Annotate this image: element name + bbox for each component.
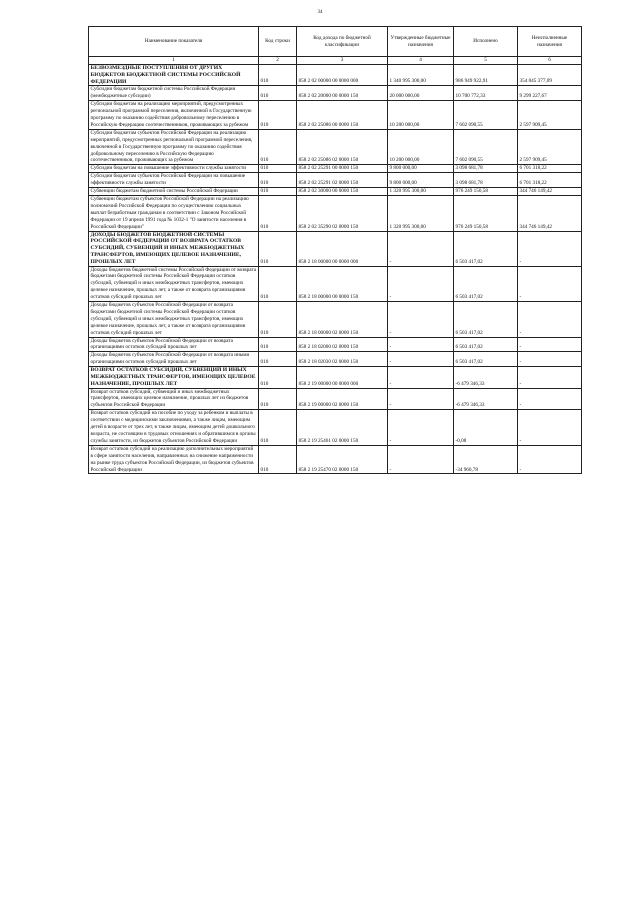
line-code-cell: 010 <box>259 129 297 165</box>
executed-amount-cell: 6 503 417,02 <box>454 231 518 266</box>
indicator-name-cell: Субсидии бюджетам субъектов Российской Федерации на реализацию мероприятий, предусмотренных региональной программой переселения, включенной в Государственную программу по оказанию содействия добровольному переселению в Российскую Федерацию соотечественников, проживающих за рубежом <box>89 129 259 165</box>
approved-amount-cell: 10 200 000,00 <box>388 101 454 130</box>
line-code-cell: 010 <box>259 337 297 352</box>
table-row <box>89 410 582 446</box>
table-row <box>89 165 582 173</box>
approved-amount-cell: 9 800 000,00 <box>388 165 454 173</box>
column-number: 6 <box>518 57 582 65</box>
unexecuted-amount-cell: 344 746 149,42 <box>518 195 582 231</box>
indicator-name-cell: ВОЗВРАТ ОСТАТКОВ СУБСИДИЙ, СУБВЕНЦИЙ И ИНЫХ МЕЖБЮДЖЕТНЫХ ТРАНСФЕРТОВ, ИМЕЮЩИХ ЦЕЛЕВОЕ НАЗНАЧЕНИЕ, ПРОШЛЫХ ЛЕТ <box>89 367 259 388</box>
column-number-row <box>89 57 582 65</box>
approved-amount-cell: 10 200 000,00 <box>388 129 454 165</box>
budget-table <box>88 26 582 474</box>
indicator-name-cell: БЕЗВОЗМЕЗДНЫЕ ПОСТУПЛЕНИЯ ОТ ДРУГИХ БЮДЖЕТОВ БЮДЖЕТНОЙ СИСТЕМЫ РОССИЙСКОЙ ФЕДЕРАЦИИ <box>89 65 259 86</box>
approved-amount-cell: - <box>388 445 454 474</box>
approved-amount-cell: 1 340 995 300,00 <box>388 65 454 86</box>
approved-amount-cell: - <box>388 410 454 446</box>
line-code-cell: 010 <box>259 173 297 188</box>
unexecuted-amount-cell: - <box>518 231 582 266</box>
indicator-name-cell: Доходы бюджетов субъектов Российской Федерации от возврата организациями остатков субсидий прошлых лет <box>89 337 259 352</box>
table-row <box>89 337 582 352</box>
approved-amount-cell: 9 800 000,00 <box>388 173 454 188</box>
header-revenue-code: Код дохода по бюджетной классификации <box>297 27 388 57</box>
indicator-name-cell: Возврат остатков субсидий, субвенций и иных межбюджетных трансфертов, имеющих целевое назначение, прошлых лет из бюджетов субъектов Российской Федерации <box>89 388 259 410</box>
line-code-cell: 010 <box>259 352 297 367</box>
executed-amount-cell: 3 098 681,78 <box>454 165 518 173</box>
executed-amount-cell: 10 700 772,33 <box>454 86 518 101</box>
unexecuted-amount-cell: - <box>518 302 582 338</box>
revenue-code-cell: 858 2 02 25086 00 0000 150 <box>297 101 388 130</box>
line-code-cell: 010 <box>259 195 297 231</box>
table-body <box>89 65 582 474</box>
executed-amount-cell: -6 479 346,33 <box>454 388 518 410</box>
executed-amount-cell: -0,08 <box>454 410 518 446</box>
column-number: 5 <box>454 57 518 65</box>
table-row <box>89 101 582 130</box>
revenue-code-cell: 858 2 02 35290 02 0000 150 <box>297 195 388 231</box>
unexecuted-amount-cell: - <box>518 367 582 388</box>
revenue-code-cell: 858 2 19 00000 02 0000 150 <box>297 388 388 410</box>
table-row <box>89 231 582 266</box>
line-code-cell: 010 <box>259 65 297 86</box>
table-row <box>89 266 582 302</box>
header-approved: Утвержденные бюджетные назначения <box>388 27 454 57</box>
approved-amount-cell: - <box>388 367 454 388</box>
revenue-code-cell: 858 2 02 25086 02 0000 150 <box>297 129 388 165</box>
indicator-name-cell: Доходы бюджетов бюджетной системы Российской Федерации от возврата бюджетами бюджетной системы Российской Федерации остатков субсидий, субвенций и иных межбюджетных трансфертов, имеющих целевое назначение, прошлых лет, а также от возврата организациями остатков субсидий прошлых лет <box>89 266 259 302</box>
table-row <box>89 352 582 367</box>
line-code-cell: 010 <box>259 367 297 388</box>
header-row <box>89 27 582 57</box>
unexecuted-amount-cell: 2 597 909,45 <box>518 129 582 165</box>
executed-amount-cell: 976 249 150,58 <box>454 188 518 196</box>
header-line-code: Код строки <box>259 27 297 57</box>
indicator-name-cell: Субсидии бюджетам на реализацию мероприятий, предусмотренных региональной программой переселения, включенной в Государственную программу по оказанию содействия добровольному переселению в Российскую Федерацию соотечественников, проживающих за рубежом <box>89 101 259 130</box>
indicator-name-cell: Субвенции бюджетам бюджетной системы Российской Федерации <box>89 188 259 196</box>
line-code-cell: 010 <box>259 101 297 130</box>
executed-amount-cell: 6 503 417,02 <box>454 337 518 352</box>
approved-amount-cell: 1 320 995 300,00 <box>388 195 454 231</box>
line-code-cell: 010 <box>259 410 297 446</box>
unexecuted-amount-cell: - <box>518 388 582 410</box>
line-code-cell: 010 <box>259 302 297 338</box>
unexecuted-amount-cell: - <box>518 410 582 446</box>
indicator-name-cell: Субвенции бюджетам субъектов Российской Федерации на реализацию полномочий Российской Федерации по осуществлению социальных выплат безработным гражданам в соответствии с Законом Российской Федерации от 19 апреля 1991 года № 1032-1 "О занятости населения в Российской Федерации" <box>89 195 259 231</box>
executed-amount-cell: 6 503 417,02 <box>454 302 518 338</box>
revenue-code-cell: 858 2 18 00000 00 0000 150 <box>297 266 388 302</box>
table-row <box>89 302 582 338</box>
revenue-code-cell: 858 2 02 30000 00 0000 150 <box>297 188 388 196</box>
executed-amount-cell: 7 602 090,55 <box>454 101 518 130</box>
table-row <box>89 65 582 86</box>
line-code-cell: 010 <box>259 266 297 302</box>
unexecuted-amount-cell: 6 701 318,22 <box>518 165 582 173</box>
unexecuted-amount-cell: - <box>518 445 582 474</box>
revenue-code-cell: 858 2 18 00000 00 0000 000 <box>297 231 388 266</box>
approved-amount-cell: - <box>388 337 454 352</box>
table-row <box>89 129 582 165</box>
line-code-cell: 010 <box>259 86 297 101</box>
indicator-name-cell: Субсидии бюджетам на повышение эффективности службы занятости <box>89 165 259 173</box>
approved-amount-cell: - <box>388 266 454 302</box>
column-number: 2 <box>259 57 297 65</box>
approved-amount-cell: 1 320 995 300,00 <box>388 188 454 196</box>
approved-amount-cell: - <box>388 352 454 367</box>
table-row <box>89 445 582 474</box>
indicator-name-cell: Возврат остатков субсидий на пособие по уходу за ребенком и выплаты в соответствии с медицинскими заключениями, а также лицам, имеющим детей в возрасте от трех лет, в также лицам, имеющим детей дошкольного возраста, не состоящим в трудовых отношениях и обратившимся в органы службы занятости, из бюджетов субъектов Российской Федерации <box>89 410 259 446</box>
header-indicator-name: Наименование показателя <box>89 27 259 57</box>
table-row <box>89 86 582 101</box>
revenue-code-cell: 858 2 19 25461 02 0000 150 <box>297 410 388 446</box>
unexecuted-amount-cell: 2 597 909,45 <box>518 101 582 130</box>
table-row <box>89 188 582 196</box>
executed-amount-cell: 3 098 681,78 <box>454 173 518 188</box>
line-code-cell: 010 <box>259 231 297 266</box>
header-unexecuted: Неисполненные назначения <box>518 27 582 57</box>
approved-amount-cell: - <box>388 231 454 266</box>
indicator-name-cell: Доходы бюджетов субъектов Российской Федерации от возврата иными организациями остатков субсидий прошлых лет <box>89 352 259 367</box>
executed-amount-cell: 6 503 417,02 <box>454 352 518 367</box>
indicator-name-cell: Субсидии бюджетам субъектов Российской Федерации на повышение эффективности службы занятости <box>89 173 259 188</box>
page-number: 34 <box>317 10 323 15</box>
table-row <box>89 173 582 188</box>
indicator-name-cell: ДОХОДЫ БЮДЖЕТОВ БЮДЖЕТНОЙ СИСТЕМЫ РОССИЙСКОЙ ФЕДЕРАЦИИ ОТ ВОЗВРАТА ОСТАТКОВ СУБСИДИЙ, СУБВЕНЦИЙ И ИНЫХ МЕЖБЮДЖЕТНЫХ ТРАНСФЕРТОВ, ИМЕЮЩИХ ЦЕЛЕВОЕ НАЗНАЧЕНИЕ, ПРОШЛЫХ ЛЕТ <box>89 231 259 266</box>
executed-amount-cell: -34 960,78 <box>454 445 518 474</box>
revenue-code-cell: 858 2 19 00000 00 0000 000 <box>297 367 388 388</box>
line-code-cell: 010 <box>259 165 297 173</box>
revenue-code-cell: 858 2 18 02000 02 0000 150 <box>297 337 388 352</box>
unexecuted-amount-cell: 344 746 149,42 <box>518 188 582 196</box>
table-row <box>89 195 582 231</box>
table-row <box>89 367 582 388</box>
revenue-code-cell: 858 2 02 25291 02 0000 150 <box>297 173 388 188</box>
column-number: 3 <box>297 57 388 65</box>
line-code-cell: 010 <box>259 388 297 410</box>
executed-amount-cell: 7 602 090,55 <box>454 129 518 165</box>
executed-amount-cell: -6 479 346,33 <box>454 367 518 388</box>
column-number: 1 <box>89 57 259 65</box>
unexecuted-amount-cell: - <box>518 266 582 302</box>
indicator-name-cell: Субсидии бюджетам бюджетной системы Российской Федерации (межбюджетные субсидии) <box>89 86 259 101</box>
revenue-code-cell: 858 2 02 25291 00 0000 150 <box>297 165 388 173</box>
line-code-cell: 010 <box>259 445 297 474</box>
executed-amount-cell: 6 503 417,02 <box>454 266 518 302</box>
approved-amount-cell: - <box>388 388 454 410</box>
unexecuted-amount-cell: - <box>518 352 582 367</box>
line-code-cell: 010 <box>259 188 297 196</box>
unexecuted-amount-cell: - <box>518 337 582 352</box>
revenue-code-cell: 858 2 19 25470 02 0000 150 <box>297 445 388 474</box>
unexecuted-amount-cell: 9 299 227,67 <box>518 86 582 101</box>
indicator-name-cell: Доходы бюджетов субъектов Российской Федерации от возврата бюджетами бюджетной системы Российской Федерации остатков субсидий, субвенций и иных межбюджетных трансфертов, имеющих целевое назначение, прошлых лет, а также от возврата организациями остатков субсидий прошлых лет <box>89 302 259 338</box>
header-executed: Исполнено <box>454 27 518 57</box>
executed-amount-cell: 986 949 922,91 <box>454 65 518 86</box>
table-row <box>89 388 582 410</box>
indicator-name-cell: Возврат остатков субсидий на реализацию дополнительных мероприятий в сфере занятости населения, направленных на снижение напряженности на рынке труда субъектов Российской Федерации, из бюджетов субъектов Российской Федерации <box>89 445 259 474</box>
revenue-code-cell: 858 2 18 00000 02 0000 150 <box>297 302 388 338</box>
revenue-code-cell: 858 2 18 02030 02 0000 150 <box>297 352 388 367</box>
unexecuted-amount-cell: 354 045 377,09 <box>518 65 582 86</box>
revenue-code-cell: 858 2 02 20000 00 0000 150 <box>297 86 388 101</box>
revenue-code-cell: 858 2 02 00000 00 0000 000 <box>297 65 388 86</box>
approved-amount-cell: - <box>388 302 454 338</box>
column-number: 4 <box>388 57 454 65</box>
approved-amount-cell: 20 000 000,00 <box>388 86 454 101</box>
executed-amount-cell: 976 249 150,58 <box>454 195 518 231</box>
unexecuted-amount-cell: 6 701 318,22 <box>518 173 582 188</box>
